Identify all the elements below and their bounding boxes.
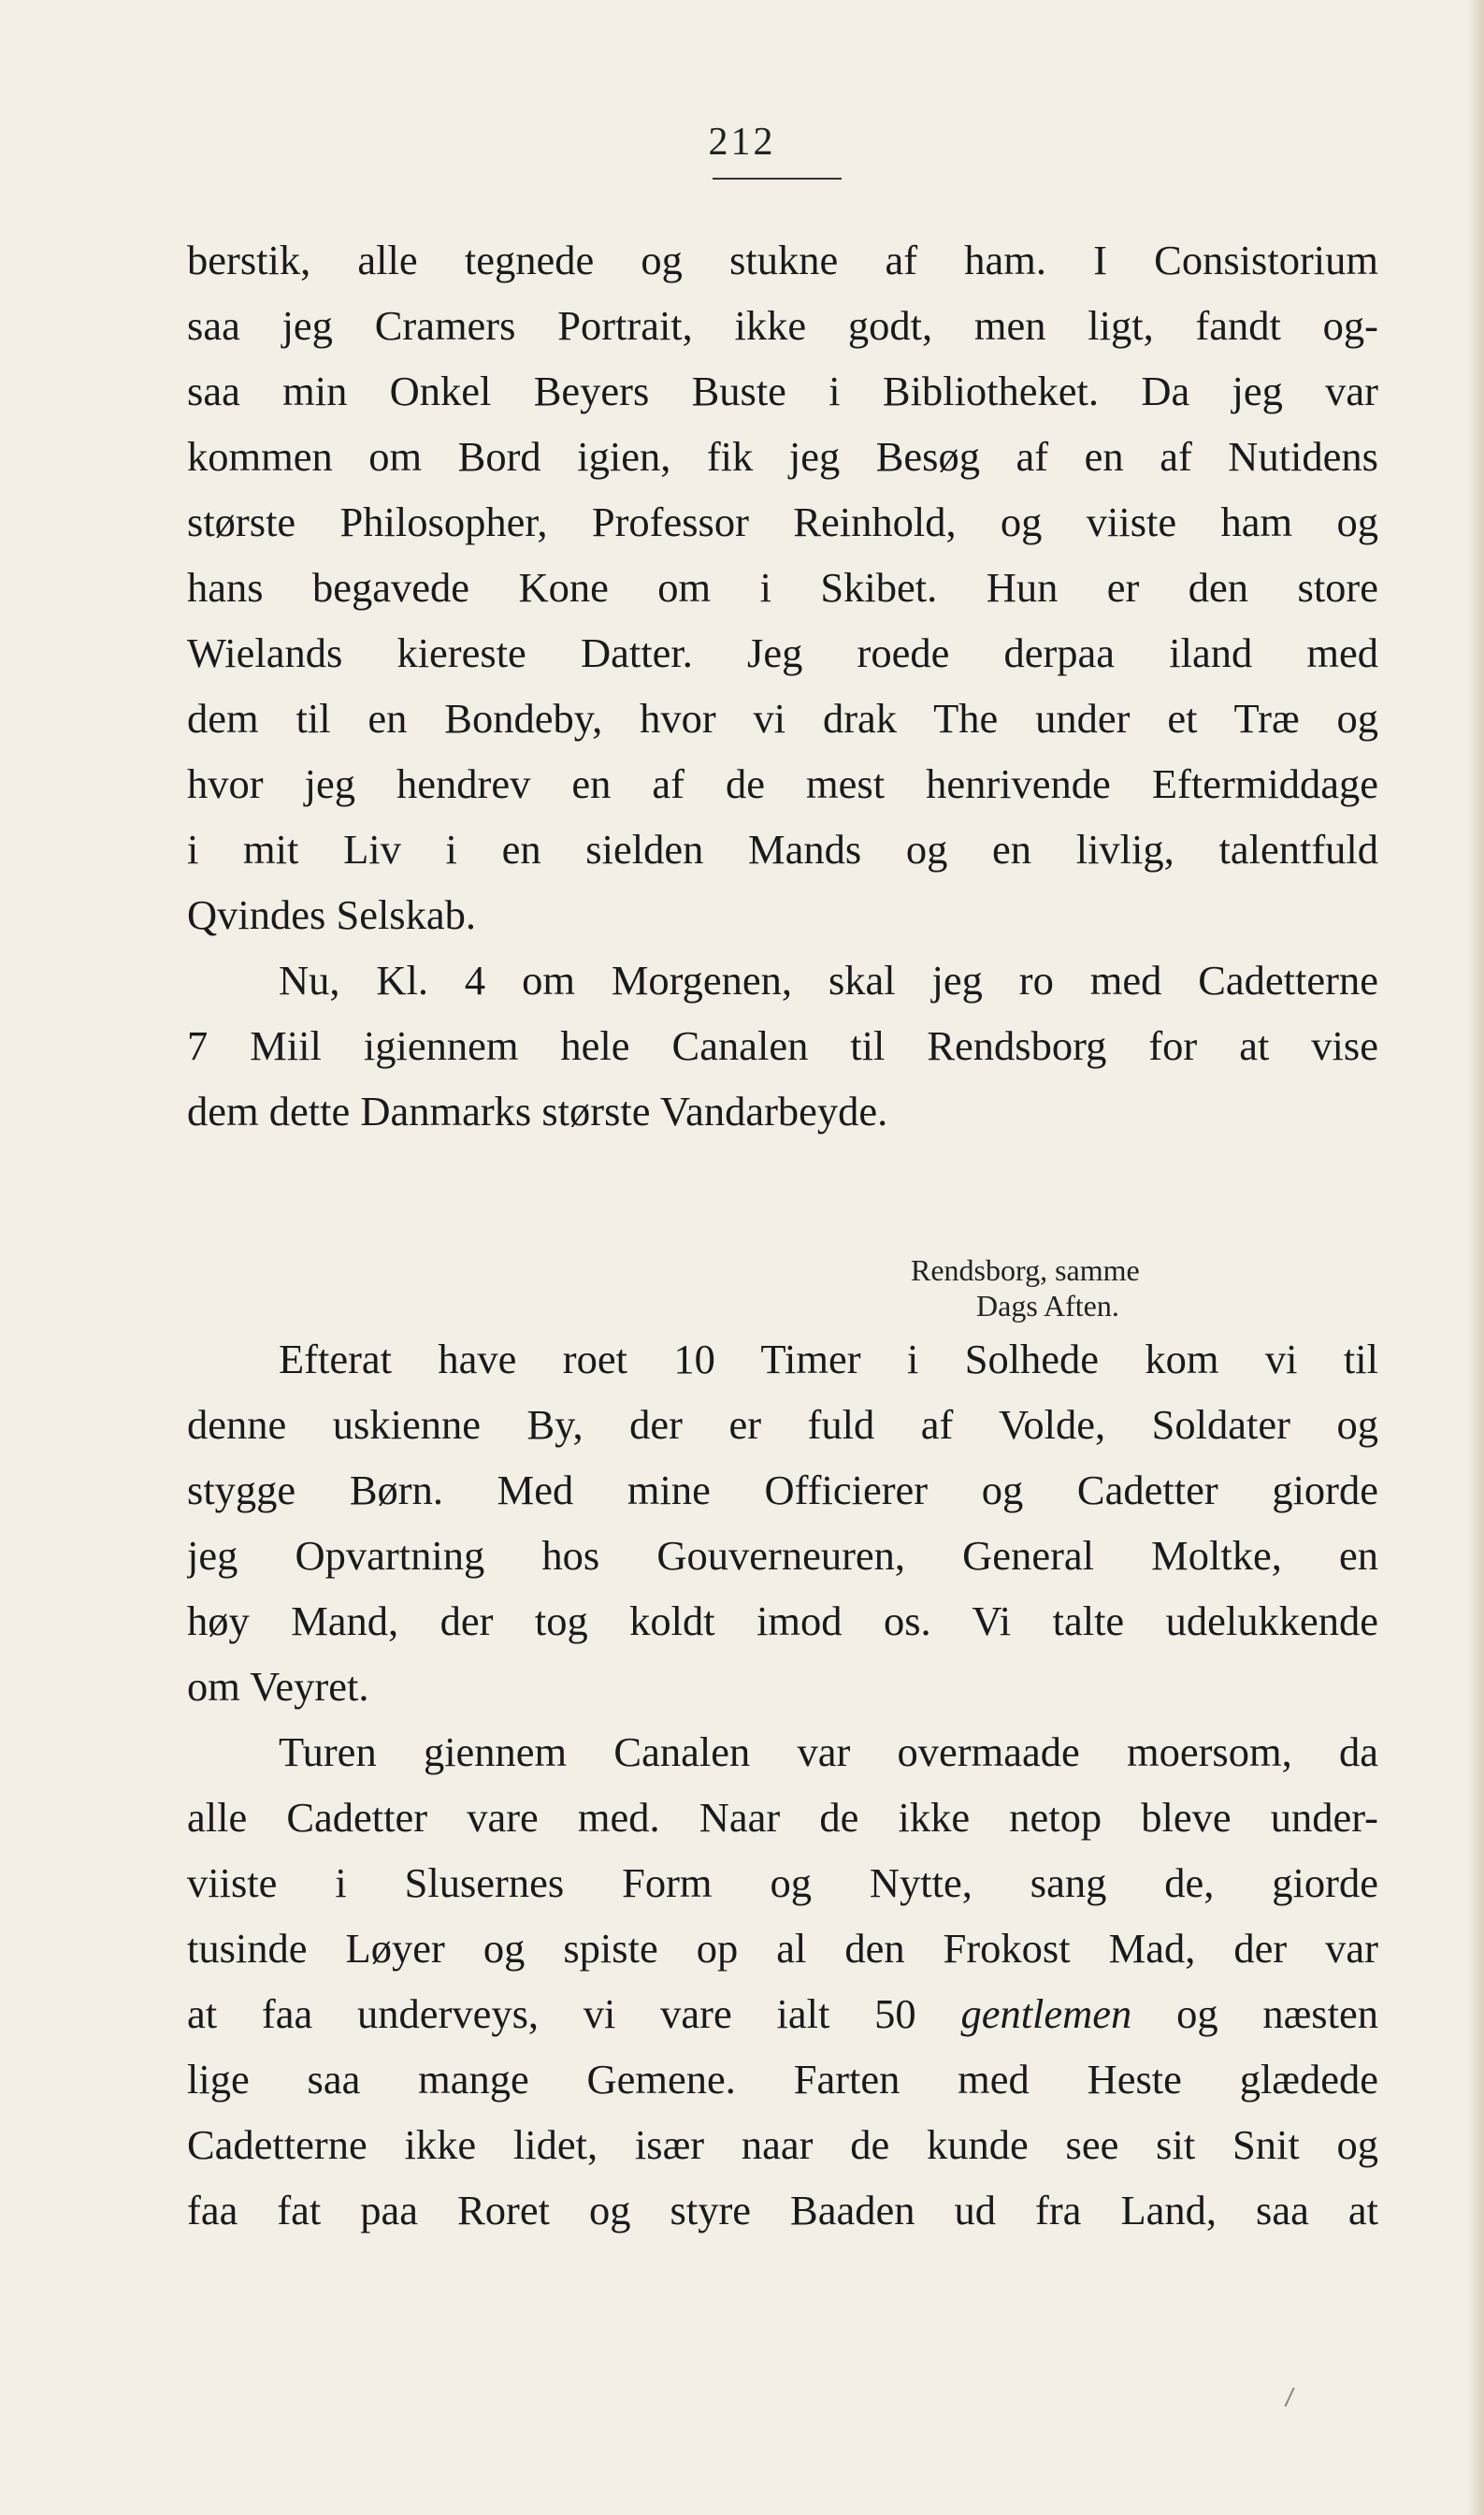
text-line: dem til en Bondeby, hvor vi drak The under et Træ og — [187, 695, 1378, 742]
page-number: 212 — [708, 121, 776, 164]
text-fragment: at faa underveys, vi vare ialt 50 — [187, 1990, 916, 2037]
text-line: jeg Opvartning hos Gouverneuren, General Moltke, en — [187, 1532, 1378, 1579]
text-line: saa jeg Cramers Portrait, ikke godt, men ligt, fandt og- — [187, 302, 1378, 349]
text-line: Qvindes Selskab. — [187, 891, 477, 938]
text-line: faa fat paa Roret og styre Baaden ud fra Land, saa at — [187, 2187, 1378, 2233]
text-line: kommen om Bord igien, fik jeg Besøg af en af Nutidens — [187, 433, 1378, 480]
italic-word: gentlemen — [960, 1990, 1132, 2037]
page-mark — [1284, 2388, 1294, 2407]
text-line: 7 Miil igiennem hele Canalen til Rendsborg for at vise — [187, 1022, 1378, 1069]
page-number-rule — [713, 178, 842, 180]
text-line: i mit Liv i en sielden Mands og en livlig, talentfuld — [187, 826, 1378, 873]
text-line-with-italic — [187, 1981, 1378, 2046]
text-line: dem dette Danmarks største Vandarbeyde. — [187, 1088, 888, 1135]
text-line: Efterat have roet 10 Timer i Solhede kom vi til — [279, 1336, 1378, 1382]
text-line: tusinde Løyer og spiste op al den Frokost Mad, der var — [187, 1925, 1378, 1972]
text-line: viiste i Slusernes Form og Nytte, sang de, giorde — [187, 1859, 1378, 1906]
dateline-time: Dags Aften. — [976, 1289, 1119, 1323]
page-edge-shadow — [1467, 0, 1484, 2515]
text-line: om Veyret. — [187, 1663, 369, 1710]
text-line: alle Cadetter vare med. Naar de ikke netop bleve under- — [187, 1794, 1378, 1841]
text-line: saa min Onkel Beyers Buste i Bibliotheket. Da jeg var — [187, 368, 1378, 414]
text-line: største Philosopher, Professor Reinhold, og viiste ham og — [187, 499, 1378, 545]
text-line: Cadetterne ikke lidet, især naar de kunde see sit Snit og — [187, 2121, 1378, 2168]
text-line: hans begavede Kone om i Skibet. Hun er den store — [187, 564, 1378, 611]
text-line: stygge Børn. Med mine Officierer og Cadetter giorde — [187, 1467, 1378, 1513]
text-line: Wielands kiereste Datter. Jeg roede derpaa iland med — [187, 629, 1378, 676]
text-fragment: og næsten — [1176, 1990, 1378, 2037]
text-line: lige saa mange Gemene. Farten med Heste glædede — [187, 2056, 1378, 2103]
body-text-bottom — [187, 1326, 1378, 2243]
text-line: Nu, Kl. 4 om Morgenen, skal jeg ro med Cadetterne — [279, 957, 1378, 1004]
dateline — [898, 1252, 1216, 1323]
body-text-top — [187, 227, 1378, 1144]
text-line: Turen giennem Canalen var overmaade moersom, da — [279, 1728, 1378, 1775]
text-line: hvor jeg hendrev en af de mest henrivende Eftermiddage — [187, 760, 1378, 807]
text-line: denne uskienne By, der er fuld af Volde, Soldater og — [187, 1401, 1378, 1448]
dateline-place: Rendsborg, samme — [911, 1253, 1140, 1287]
text-line: berstik, alle tegnede og stukne af ham. I Consistorium — [187, 237, 1378, 283]
text-line: høy Mand, der tog koldt imod os. Vi talte udelukkende — [187, 1597, 1378, 1644]
